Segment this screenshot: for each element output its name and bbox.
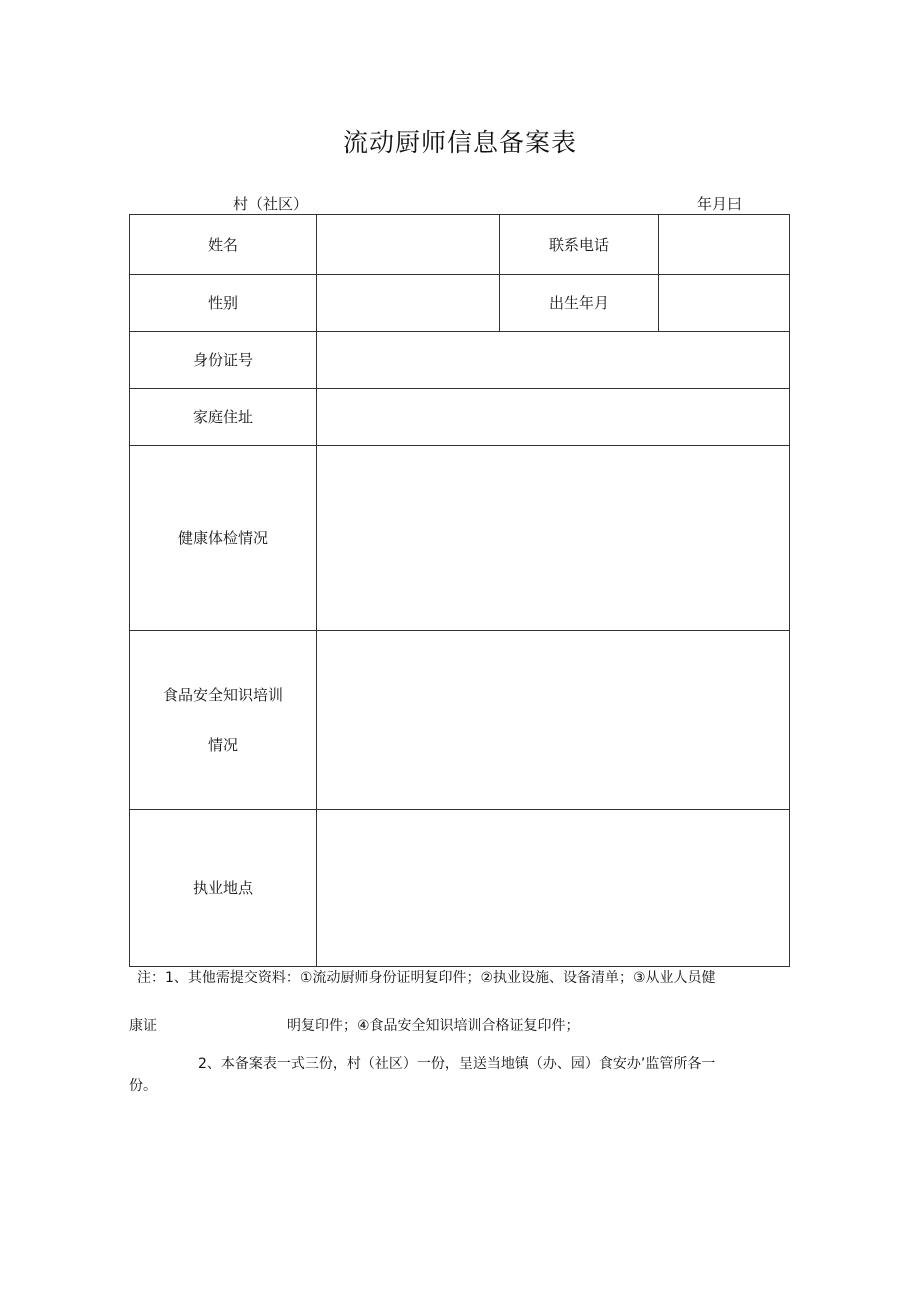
table-row <box>130 215 790 275</box>
address-label-cell <box>130 389 317 446</box>
note-line-3: 2、本备案表一式三份，村（社区）一份，呈送当地镇（办、园）食安办’监管所各一 <box>198 1056 716 1072</box>
gender-label-cell <box>130 275 317 332</box>
note-line-1: 注：1、其他需提交资料：①流动厨师身份证明复印件；②执业设施、设备清单；③从业人员健 <box>137 970 716 986</box>
training-input-cell[interactable] <box>317 631 790 810</box>
id-input-cell[interactable] <box>317 332 790 389</box>
location-label: 执业地点 <box>192 879 253 897</box>
address-input-cell[interactable] <box>317 389 790 446</box>
gender-input-cell[interactable] <box>317 275 500 332</box>
health-label: 健康体检情况 <box>177 529 268 547</box>
name-label: 姓名 <box>207 235 238 254</box>
note-line-2-right: 明复印件；④食品安全知识培训合格证复印件； <box>287 1018 580 1034</box>
id-label-cell <box>130 332 317 389</box>
phone-label: 联系电话 <box>548 235 609 254</box>
gender-label: 性别 <box>207 294 238 312</box>
birth-input-cell[interactable] <box>659 275 790 332</box>
table-row <box>130 389 790 446</box>
phone-label-cell <box>500 215 659 275</box>
health-input-cell[interactable] <box>317 446 790 631</box>
location-input-cell[interactable] <box>317 810 790 967</box>
village-label: 村（社区） <box>233 195 309 213</box>
registration-form-table <box>129 214 790 967</box>
table-row <box>130 275 790 332</box>
id-label: 身份证号 <box>192 351 253 369</box>
note-line-4: 份。 <box>129 1078 157 1094</box>
table-row <box>130 332 790 389</box>
table-row <box>130 446 790 631</box>
page-title: 流动厨师信息备案表 <box>342 128 577 157</box>
note-line-2-left: 康证 <box>129 1018 157 1034</box>
location-label-cell <box>130 810 317 967</box>
birth-label: 出生年月 <box>548 294 609 312</box>
training-label-line2: 情况 <box>207 736 238 754</box>
birth-label-cell <box>500 275 659 332</box>
phone-input-cell[interactable] <box>659 215 790 275</box>
training-label-cell <box>130 631 317 810</box>
name-input-cell[interactable] <box>317 215 500 275</box>
health-label-cell <box>130 446 317 631</box>
date-label: 年月曰 <box>697 195 743 213</box>
address-label: 家庭住址 <box>192 408 253 426</box>
table-row <box>130 810 790 967</box>
name-label-cell <box>130 215 317 275</box>
table-row <box>130 631 790 810</box>
training-label-line1: 食品安全知识培训 <box>162 686 283 704</box>
